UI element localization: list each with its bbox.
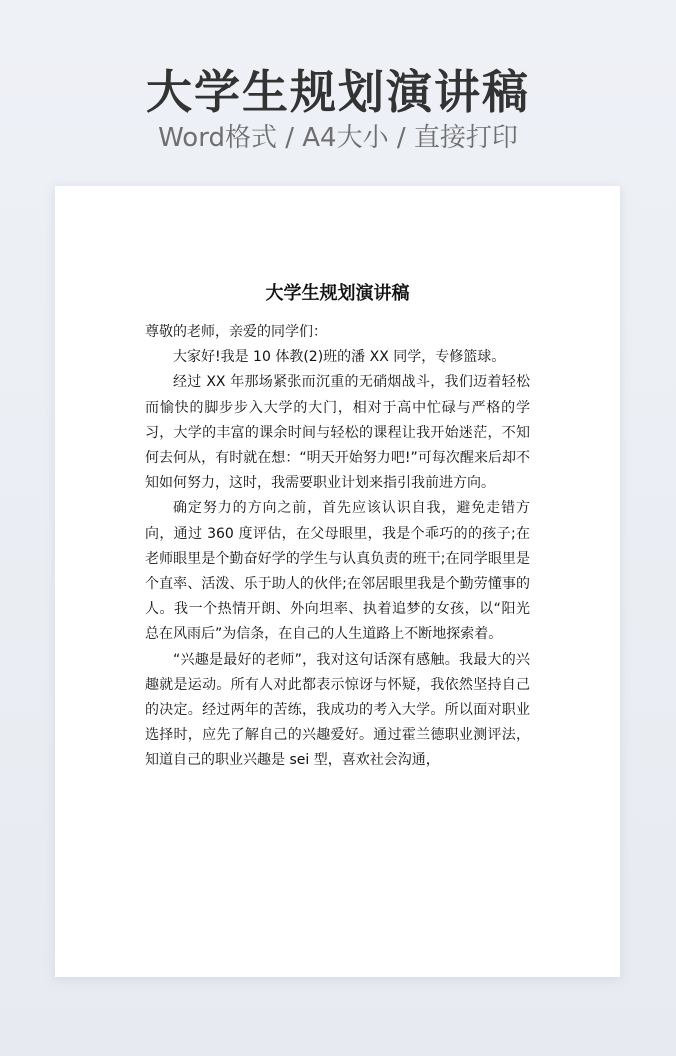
paragraph: 经过 XX 年那场紧张而沉重的无硝烟战斗，我们迈着轻松而愉快的脚步步入大学的大门，相对于高中忙碌与严格的学习，大学的丰富的课余时间与轻松的课程让我开始迷茫，不知何去何从，有时就在想：“明天开始努力吧!”可每次醒来后却不知如何努力，这时，我需要职业计划来指引我前进方向。 xyxy=(145,374,530,492)
document-preview xyxy=(55,186,620,977)
document-title: 大学生规划演讲稿 xyxy=(265,283,410,304)
paragraph: 确定努力的方向之前，首先应该认识自我，避免走错方向，通过 360 度评估，在父母眼里，我是个乖巧的的孩子;在老师眼里是个勤奋好学的学生与认真负责的班干;在同学眼里是个直率、活泼、乐于助人的伙伴;在邻居眼里我是个勤劳懂事的人。我一个热情开朗、外向坦率、执着追梦的女孩，以“阳光总在风雨后”为信条，在自己的人生道路上不断地探索着。 xyxy=(145,500,530,643)
paragraph: “兴趣是最好的老师”，我对这句话深有感触。我最大的兴趣就是运动。所有人对此都表示惊讶与怀疑，我依然坚持自己的决定。经过两年的苦练，我成功的考入大学。所以面对职业选择时，应先了解自己的兴趣爱好。通过霍兰德职业测评法，知道自己的职业兴趣是 sei 型，喜欢社会沟通， xyxy=(145,651,530,769)
page-subtitle: Word格式 / A4大小 / 直接打印 xyxy=(158,123,518,153)
salutation: 尊敬的老师，亲爱的同学们： xyxy=(145,324,327,340)
paragraph: 大家好!我是 10 体教(2)班的潘 XX 同学，专修篮球。 xyxy=(173,349,506,366)
document-content xyxy=(145,280,530,774)
page-title: 大学生规划演讲稿 xyxy=(146,65,530,119)
document-body xyxy=(145,320,530,774)
